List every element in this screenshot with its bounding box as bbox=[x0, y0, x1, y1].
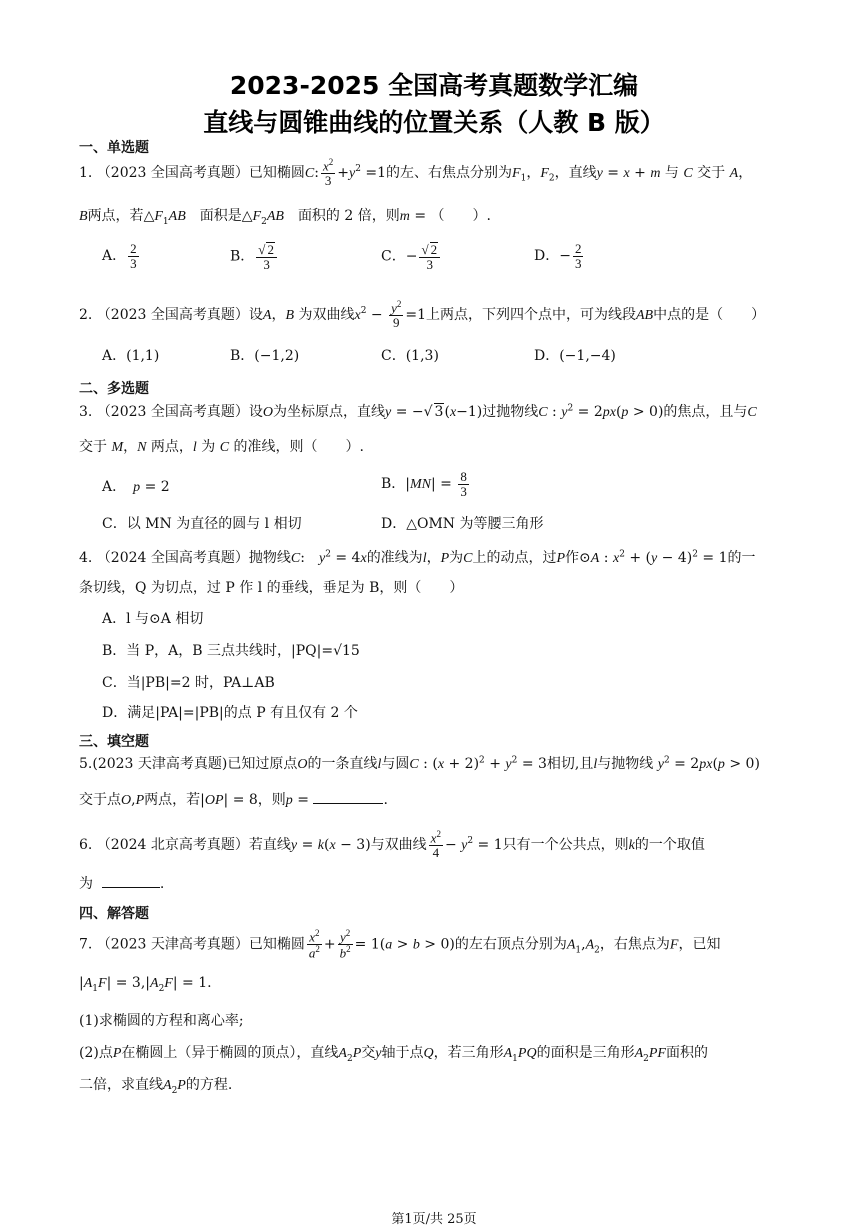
question-6-line-1: 6. （2024 北京高考真题）若直线y = k(x − 3)与双曲线 $\frac{x^2}{4}$ − $y^2 = 1$只有一个公共点，则k的一个取值 bbox=[79, 829, 705, 860]
question-text: （ ）. bbox=[430, 208, 491, 224]
option-d: D．(−1,−4) bbox=[534, 348, 616, 364]
option-a: A． p = 2 bbox=[102, 479, 170, 495]
question-text: （2023 全国高考真题）已知椭圆 bbox=[96, 164, 305, 181]
section-heading-answer: 四、解答题 bbox=[79, 906, 149, 922]
question-text: 交于 bbox=[697, 164, 726, 181]
option-b: B． $\frac{√ 2}{3}$ bbox=[230, 242, 279, 271]
question-7-line-1: 7. （2023 天津高考真题）已知椭圆 $\frac{x^2}{a^2}$ + $\frac{y^2}{b^2}$ = 1(a > b > 0)的左右顶点分别为$A_1,A_2$，右焦点为F，已知 bbox=[79, 928, 721, 961]
section-heading-multiple-choice: 二、多选题 bbox=[79, 381, 149, 397]
option-c: C．以 MN 为直径的圆与 l 相切 bbox=[102, 516, 302, 532]
question-text: 面积的 2 倍，则 bbox=[297, 208, 400, 224]
question-6-line-2: 为 . bbox=[79, 873, 164, 893]
answer-blank[interactable] bbox=[102, 873, 160, 888]
option-a: A．l 与⊙A 相切 bbox=[102, 611, 204, 627]
option-d: D．△OMN 为等腰三角形 bbox=[381, 516, 544, 532]
page-title-line2: 直线与圆锥曲线的位置关系（人教 B 版） bbox=[203, 108, 665, 137]
question-2-line-1: 2. （2023 全国高考真题）设A，B 为双曲线$x^2$ − $\frac{y^2}{9}$ =1上两点，下列四个点中，可为线段AB中点的是（ ） bbox=[79, 299, 766, 330]
question-text: 两点，若 bbox=[87, 208, 144, 224]
question-3-line-1: 3. （2023 全国高考真题）设O为坐标原点，直线y = −√ 3(x−1)过抛物线C : $y^2 = 2px(p > 0)$的焦点，且与C bbox=[79, 403, 757, 420]
option-c: C．(1,3) bbox=[381, 348, 439, 364]
option-b: B．(−1,2) bbox=[230, 348, 300, 364]
question-1-line-1: 1. （2023 全国高考真题）已知椭圆C: $\frac{x^2}{3}$ $+y^2 =1$的左、右焦点分别为$F_1$，$F_2$，直线y = x + m 与 C 交于 A， bbox=[79, 157, 753, 188]
option-d: D．满足|PA|=|PB|的点 P 有且仅有 2 个 bbox=[102, 705, 358, 721]
question-3-line-2: 交于 M，N 两点，l 为 C 的准线，则（ ）. bbox=[79, 439, 364, 455]
question-4-line-1: 4. （2024 全国高考真题）抛物线C: $y^2 = 4x$的准线为l，P为C上的动点，过P作⊙A : $x^2 + (y - 4)^2 = 1$的一 bbox=[79, 549, 756, 566]
question-5-line-1: 5.(2023 天津高考真题)已知过原点O的一条直线l与圆C : $(x + 2)^2 + y^2 = 3$相切,且l与抛物线 $y^2 = 2px(p > 0)$ bbox=[79, 755, 760, 772]
page-footer: 第1页/共 25页 bbox=[391, 1212, 477, 1227]
question-4-line-2: 条切线，Q 为切点，过 P 作 l 的垂线，垂足为 B，则（ ） bbox=[79, 580, 464, 596]
question-text: 面积是 bbox=[199, 208, 242, 224]
question-7-part-2: (2)点P在椭圆上（异于椭圆的顶点），直线$A_2P$交y轴于点Q，若三角形$A_1PQ$的面积是三角形$A_2PF$面积的 bbox=[79, 1045, 708, 1064]
question-7-line-2: $|A_1F| = 3,|A_2F| = 1$. bbox=[79, 975, 212, 994]
answer-blank[interactable] bbox=[313, 789, 383, 804]
option-b: B．|MN| = $\frac{8}{3}$ bbox=[381, 469, 467, 499]
option-a: A． $\frac{2}{3}$ bbox=[102, 241, 137, 271]
question-1-line-2: B两点，若$\triangle F_1AB$ 面积是$\triangle F_2AB$ 面积的 2 倍，则m = （ ）. bbox=[79, 208, 491, 227]
question-text: ，直线 bbox=[554, 164, 597, 181]
option-d: D．− $\frac{2}{3}$ bbox=[534, 241, 582, 271]
option-b: B．当 P，A，B 三点共线时，|PQ|=√15 bbox=[102, 643, 360, 659]
question-7-part-2-cont: 二倍，求直线$A_2P$的方程. bbox=[79, 1077, 233, 1096]
option-c: C．当|PB|=2 时，PA⊥AB bbox=[102, 675, 275, 691]
option-a: A．(1,1) bbox=[102, 348, 160, 364]
page-title-line1: 2023-2025 全国高考真题数学汇编 bbox=[229, 71, 639, 100]
question-number: 1. bbox=[79, 164, 93, 181]
option-c: C．− $\frac{√ 2}{3}$ bbox=[381, 242, 442, 271]
question-text: 的左、右焦点分别为 bbox=[386, 164, 513, 181]
section-heading-single-choice: 一、单选题 bbox=[79, 140, 149, 156]
question-text: 与 bbox=[664, 164, 679, 181]
question-7-part-1: (1)求椭圆的方程和离心率; bbox=[79, 1013, 244, 1029]
question-5-line-2: 交于点O,P两点，若|OP| = 8，则p = . bbox=[79, 789, 388, 809]
section-heading-fill-in: 三、填空题 bbox=[79, 734, 149, 750]
